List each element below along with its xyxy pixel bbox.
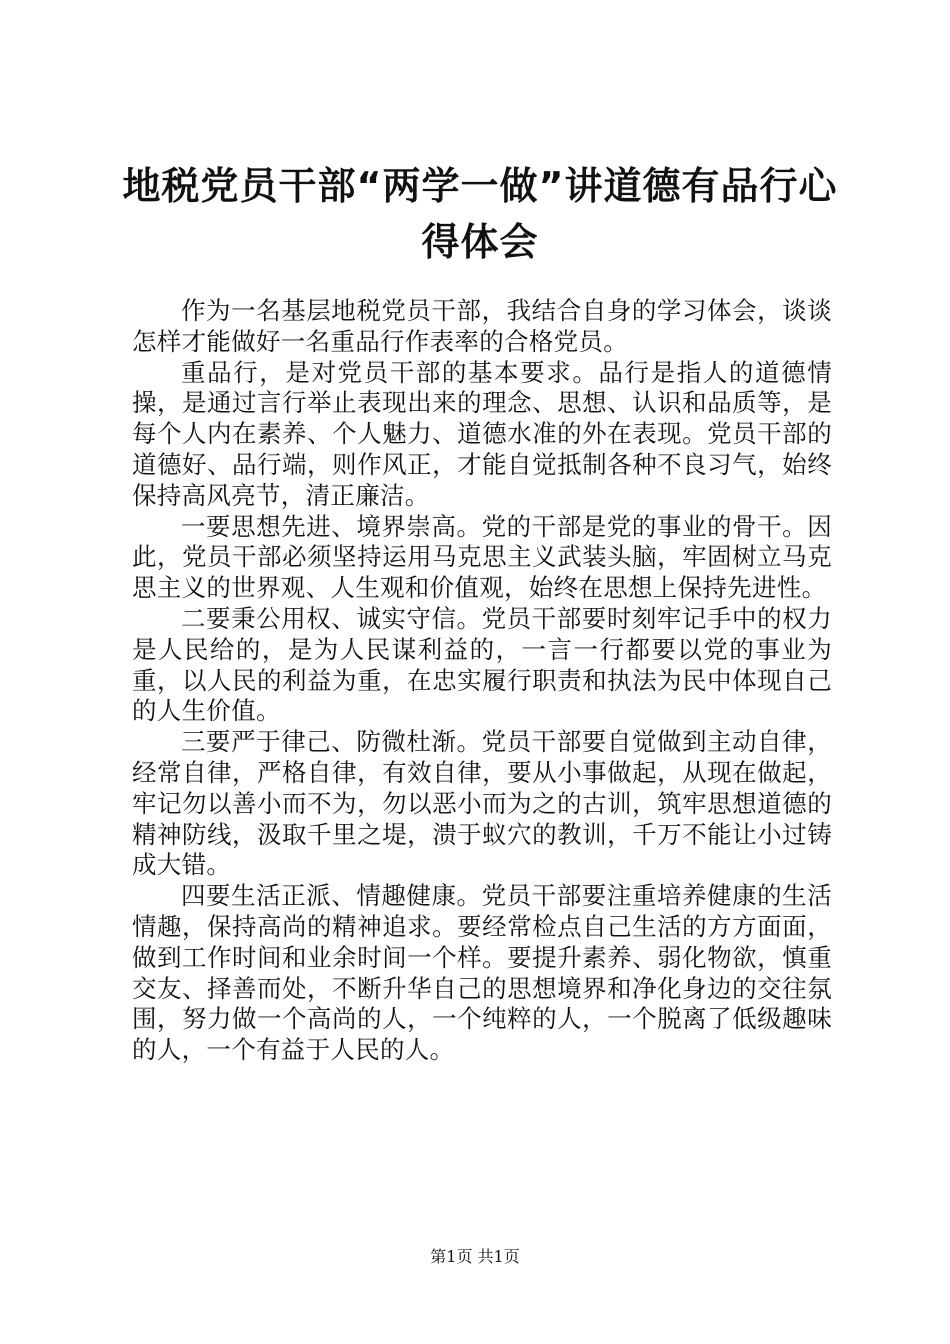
document-title: 地税党员干部“两学一做”讲道德有品行心得体会 <box>122 164 838 264</box>
paragraph-point-four: 四要生活正派、情趣健康。党员干部要注重培养健康的生活情趣，保持高尚的精神追求。要经常检点自己生活的方方面面，做到工作时间和业余时间一个样。要提升素养、弱化物欲，慎重交友、择善而处，不断升华自己的思想境界和净化身边的交往氛围，努力做一个高尚的人，一个纯粹的人，一个脱离了低级趣味的人，一个有益于人民的人。 <box>132 881 832 1065</box>
paragraph-point-one: 一要思想先进、境界崇高。党的干部是党的事业的骨干。因此，党员干部必须坚持运用马克思主义武装头脑，牢固树立马克思主义的世界观、人生观和价值观，始终在思想上保持先进性。 <box>132 511 832 603</box>
paragraph-point-two: 二要秉公用权、诚实守信。党员干部要时刻牢记手中的权力是人民给的，是为人民谋利益的，一言一行都要以党的事业为重，以人民的利益为重，在忠实履行职责和执法为民中体现自己的人生价值。 <box>132 603 832 726</box>
paragraph-character: 重品行，是对党员干部的基本要求。品行是指人的道德情操，是通过言行举止表现出来的理念、思想、认识和品质等，是每个人内在素养、个人魅力、道德水准的外在表现。党员干部的道德好、品行端，则作风正，才能自觉抵制各种不良习气，始终保持高风亮节，清正廉洁。 <box>132 357 832 510</box>
paragraph-intro: 作为一名基层地税党员干部，我结合自身的学习体会，谈谈怎样才能做好一名重品行作表率的合格党员。 <box>132 296 832 356</box>
document-body <box>132 296 832 1066</box>
paragraph-point-three: 三要严于律己、防微杜渐。党员干部要自觉做到主动自律，经常自律，严格自律，有效自律，要从小事做起，从现在做起，牢记勿以善小而不为，勿以恶小而为之的古训，筑牢思想道德的精神防线，汲取千里之堤，溃于蚁穴的教训，千万不能让小过铸成大错。 <box>132 727 832 880</box>
page-number-footer: 第1页 共1页 <box>430 1247 520 1266</box>
